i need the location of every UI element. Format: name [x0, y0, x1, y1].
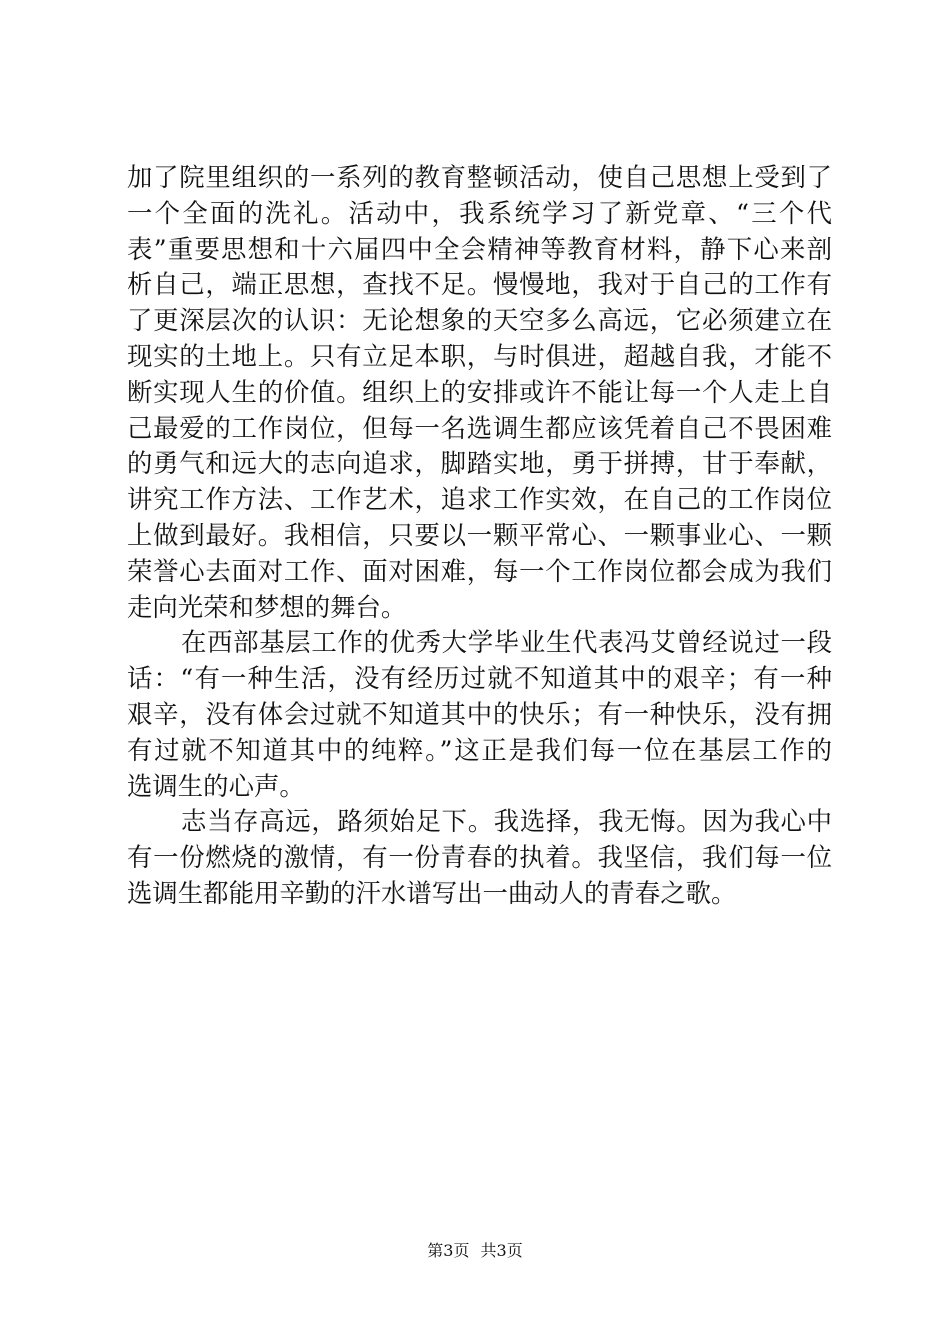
text-line: 上做到最好。我相信，只要以一颗平常心、一颗事业心、一颗	[127, 519, 832, 550]
text-line: 一个全面的洗礼。活动中，我系统学习了新党章、“三个代	[127, 197, 832, 228]
page-number: 第3页	[427, 1241, 470, 1260]
text-line: 断实现人生的价值。组织上的安排或许不能让每一个人走上自	[127, 376, 832, 407]
text-line: 析自己，端正思想，查找不足。慢慢地，我对于自己的工作有	[127, 269, 832, 300]
page-footer	[0, 1240, 950, 1262]
text-line: 讲究工作方法、工作艺术，追求工作实效，在自己的工作岗位	[127, 484, 832, 515]
text-line: 选调生都能用辛勤的汗水谱写出一曲动人的青春之歌。	[127, 877, 737, 908]
text-line: 话：“有一种生活，没有经历过就不知道其中的艰辛；有一种	[127, 663, 832, 694]
text-line: 己最爱的工作岗位，但每一名选调生都应该凭着自己不畏困难	[127, 412, 832, 443]
text-line: 的勇气和远大的志向追求，脚踏实地，勇于拼搏，甘于奉献，	[127, 448, 832, 479]
page-total: 共3页	[480, 1241, 523, 1260]
text-line: 现实的土地上。只有立足本职，与时俱进，超越自我，才能不	[127, 340, 832, 371]
text-line: 了更深层次的认识：无论想象的天空多么高远，它必须建立在	[127, 305, 832, 336]
text-line: 选调生的心声。	[127, 770, 305, 801]
text-line: 在西部基层工作的优秀大学毕业生代表冯艾曾经说过一段	[181, 627, 832, 658]
text-line: 有一份燃烧的激情，有一份青春的执着。我坚信，我们每一位	[127, 842, 832, 873]
text-line: 艰辛，没有体会过就不知道其中的快乐；有一种快乐，没有拥	[127, 698, 832, 729]
text-line: 加了院里组织的一系列的教育整顿活动，使自己思想上受到了	[127, 162, 832, 192]
text-line: 走向光荣和梦想的舞台。	[127, 591, 407, 622]
text-line: 表”重要思想和十六届四中全会精神等教育材料，静下心来剖	[127, 233, 832, 264]
text-line: 志当存高远，路须始足下。我选择，我无悔。因为我心中	[181, 806, 832, 837]
text-line: 有过就不知道其中的纯粹。”这正是我们每一位在基层工作的	[127, 734, 832, 765]
body-text	[127, 160, 832, 912]
text-line: 荣誉心去面对工作、面对困难，每一个工作岗位都会成为我们	[127, 555, 832, 586]
